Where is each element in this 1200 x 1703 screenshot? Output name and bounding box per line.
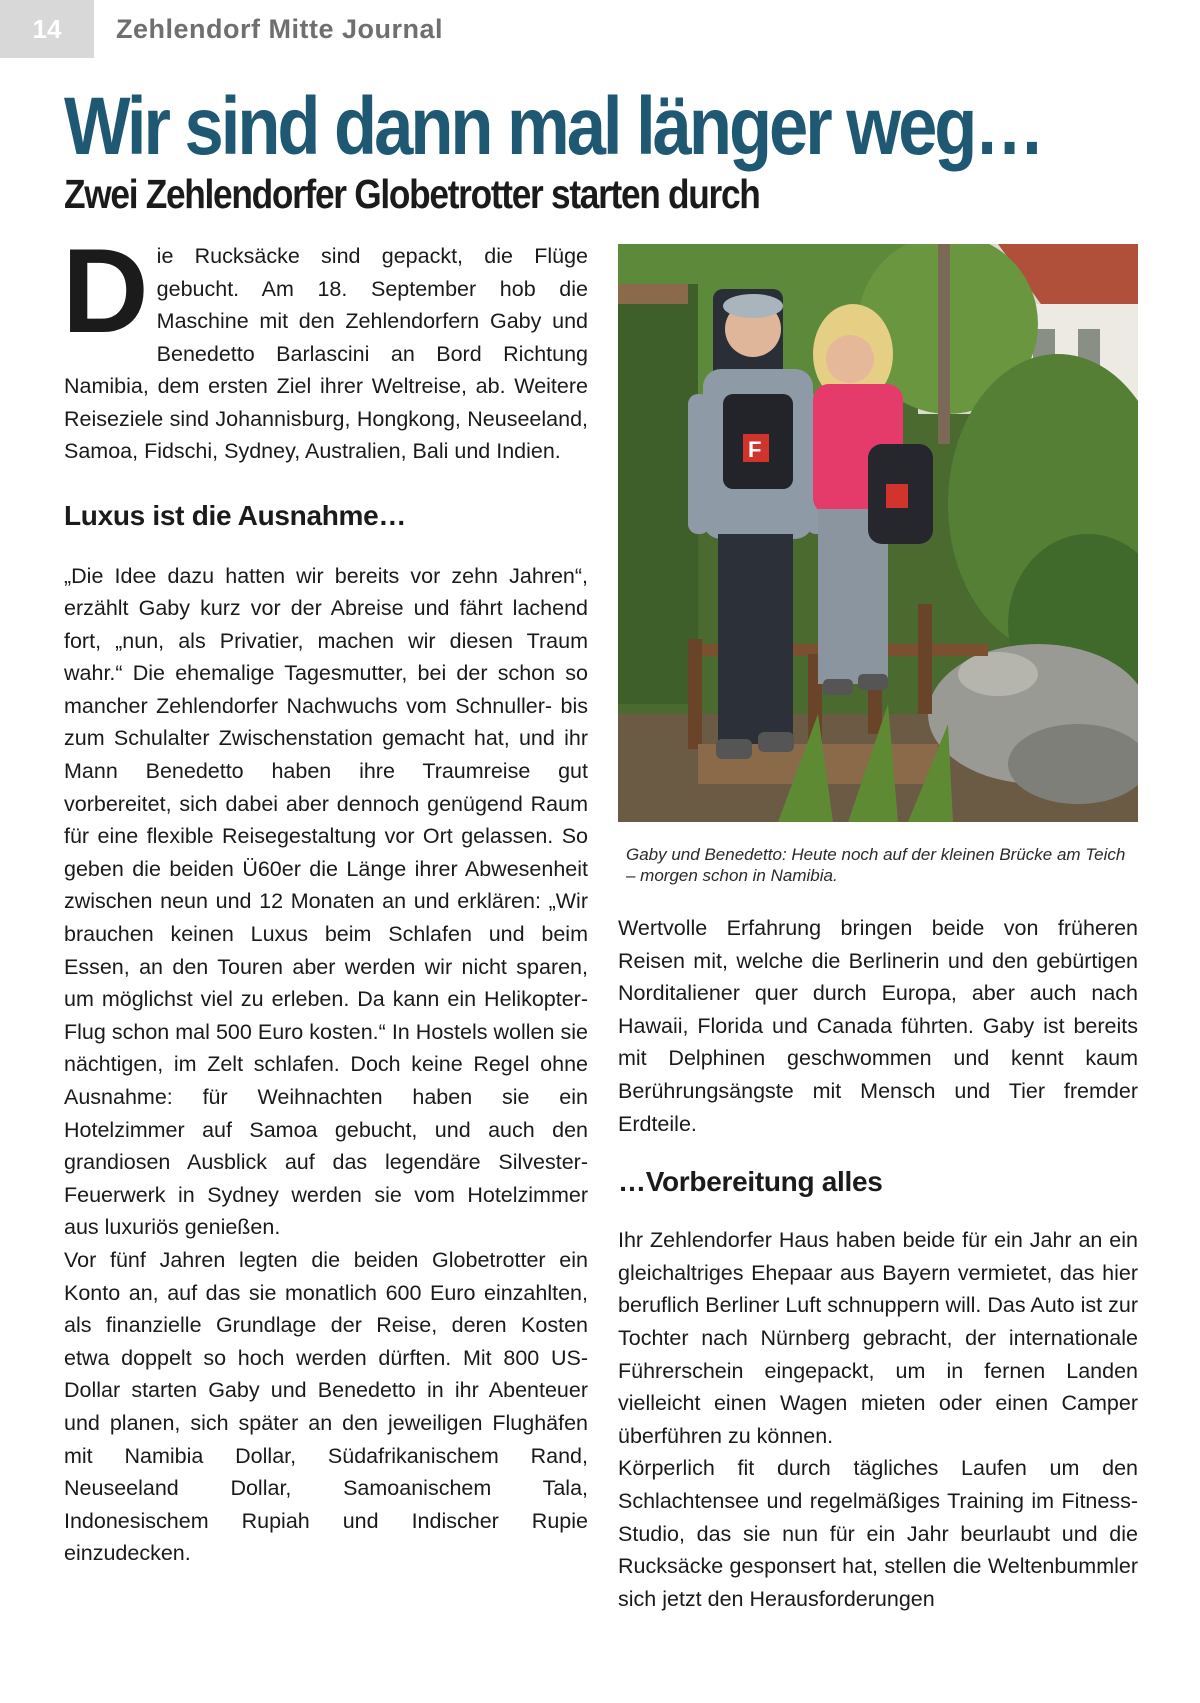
intro-text: ie Rucksäcke sind gepackt, die Flüge gebucht. Am 18. September hob die Maschine mit den Zehlendorfern Gaby und Benedetto Barlascini an Bord Richtung Namibia, dem ersten Ziel ihrer Weltreise, ab. Weitere Reiseziele sind Johannisburg, Hongkong, Neuseeland, Samoa, Fidschi, Sydney, Australien, Bali und Indien. xyxy=(64,244,588,463)
photo-caption: Gaby und Benedetto: Heute noch auf der kleinen Brücke am Teich – morgen schon in Namibia. xyxy=(626,845,1126,885)
backpack-logo: F xyxy=(748,437,762,462)
body-paragraph: Wertvolle Erfahrung bringen beide von früheren Reisen mit, welche die Berlinerin und den gebürtigen Norditaliener quer durch Europa, aber auch nach Hawaii, Florida und Canada führten. Gaby ist bereits mit Delphinen geschwommen und kennt kaum Berührungsängste mit Mensch und Tier fremder Erdteile. xyxy=(618,916,1138,1136)
left-column xyxy=(62,224,588,1570)
body-paragraph: Körperlich fit durch tägliches Laufen um den Schlachtensee und regelmäßiges Training im Fitness-Studio, das sie nun für ein Jahr beurlaubt und die Rucksäcke gesponsert hat, stellen die Weltenbummler sich jetzt den Herausforderungen xyxy=(618,1456,1138,1611)
body-paragraph: Vor fünf Jahren legten die beiden Globetrotter ein Konto an, auf das sie monatlich 600 Euro einzahlten, als finanzielle Grundlage der Reise, deren Kosten etwa doppelt so hoch werden dürften. Mit 800 US-Dollar starten Gaby und Benedetto in ihr Abenteuer und planen, sich später an den jeweiligen Flughäfen mit Namibia Dollar, Südafrikanischem Rand, Neuseeland Dollar, Samoanischem Tala, Indonesischem Rupiah und Indischer Rupie einzudecken. xyxy=(64,1247,588,1566)
garden-photo-illustration xyxy=(618,244,1138,822)
page-number: 14 xyxy=(0,0,94,58)
journal-title: Zehlendorf Mitte Journal xyxy=(116,14,444,44)
article-subheadline: Zwei Zehlendorfer Globetrotter starten durch xyxy=(64,171,760,217)
right-column xyxy=(618,244,1138,1615)
intro-paragraph xyxy=(62,224,588,468)
body-paragraph: Ihr Zehlendorfer Haus haben beide für ein Jahr an ein gleichaltriges Ehepaar aus Bayern vermietet, das hier beruflich Berliner Luft schnuppern will. Das Auto ist zur Tochter nach Nürnberg gebracht, der internationale Führerschein eingepackt, um in fernen Landen vielleicht einen Wagen mieten oder einen Camper überführen zu können. xyxy=(618,1228,1138,1448)
section-heading-vorbereitung: …Vorbereitung alles xyxy=(618,1166,883,1198)
article-headline: Wir sind dann mal länger weg… xyxy=(64,81,1042,172)
drop-cap: D xyxy=(62,224,149,358)
section-heading-luxus: Luxus ist die Ausnahme… xyxy=(64,499,407,531)
body-paragraph: „Die Idee dazu hatten wir bereits vor zehn Jahren“, erzählt Gaby kurz vor der Abreise und fährt lachend fort, „nun, als Privatier, machen wir diesen Traum wahr.“ Die ehemalige Tagesmutter, bei der schon so mancher Zehlendorfer Nachwuchs vom Schnuller- bis zum Schulalter Zwischenstation gemacht hat, und ihr Mann Benedetto haben ihre Traumreise gut vorbereitet, sich dabei aber dennoch genügend Raum für eine flexible Reisegestaltung vor Ort gelassen. So geben die beiden Ü60er die Länge ihrer Abwesenheit zwischen neun und 12 Monaten an und erklären: „Wir brauchen keinen Luxus beim Schlafen und beim Essen, an den Touren aber werden wir nicht sparen, um möglichst viel zu erleben. Da kann ein Helikopter-Flug schon mal 500 Euro kosten.“ In Hostels wollen sie nächtigen, im Zelt schlafen. Doch keine Regel ohne Ausnahme: für Weihnachten haben sie ein Hotelzimmer auf Samoa gebucht, und auch den grandiosen Ausblick auf das legendäre Silvester-Feuerwerk in Sydney werden sie vom Hotelzimmer aus luxuriös genießen. xyxy=(64,563,588,1240)
article-photo xyxy=(618,244,1138,822)
